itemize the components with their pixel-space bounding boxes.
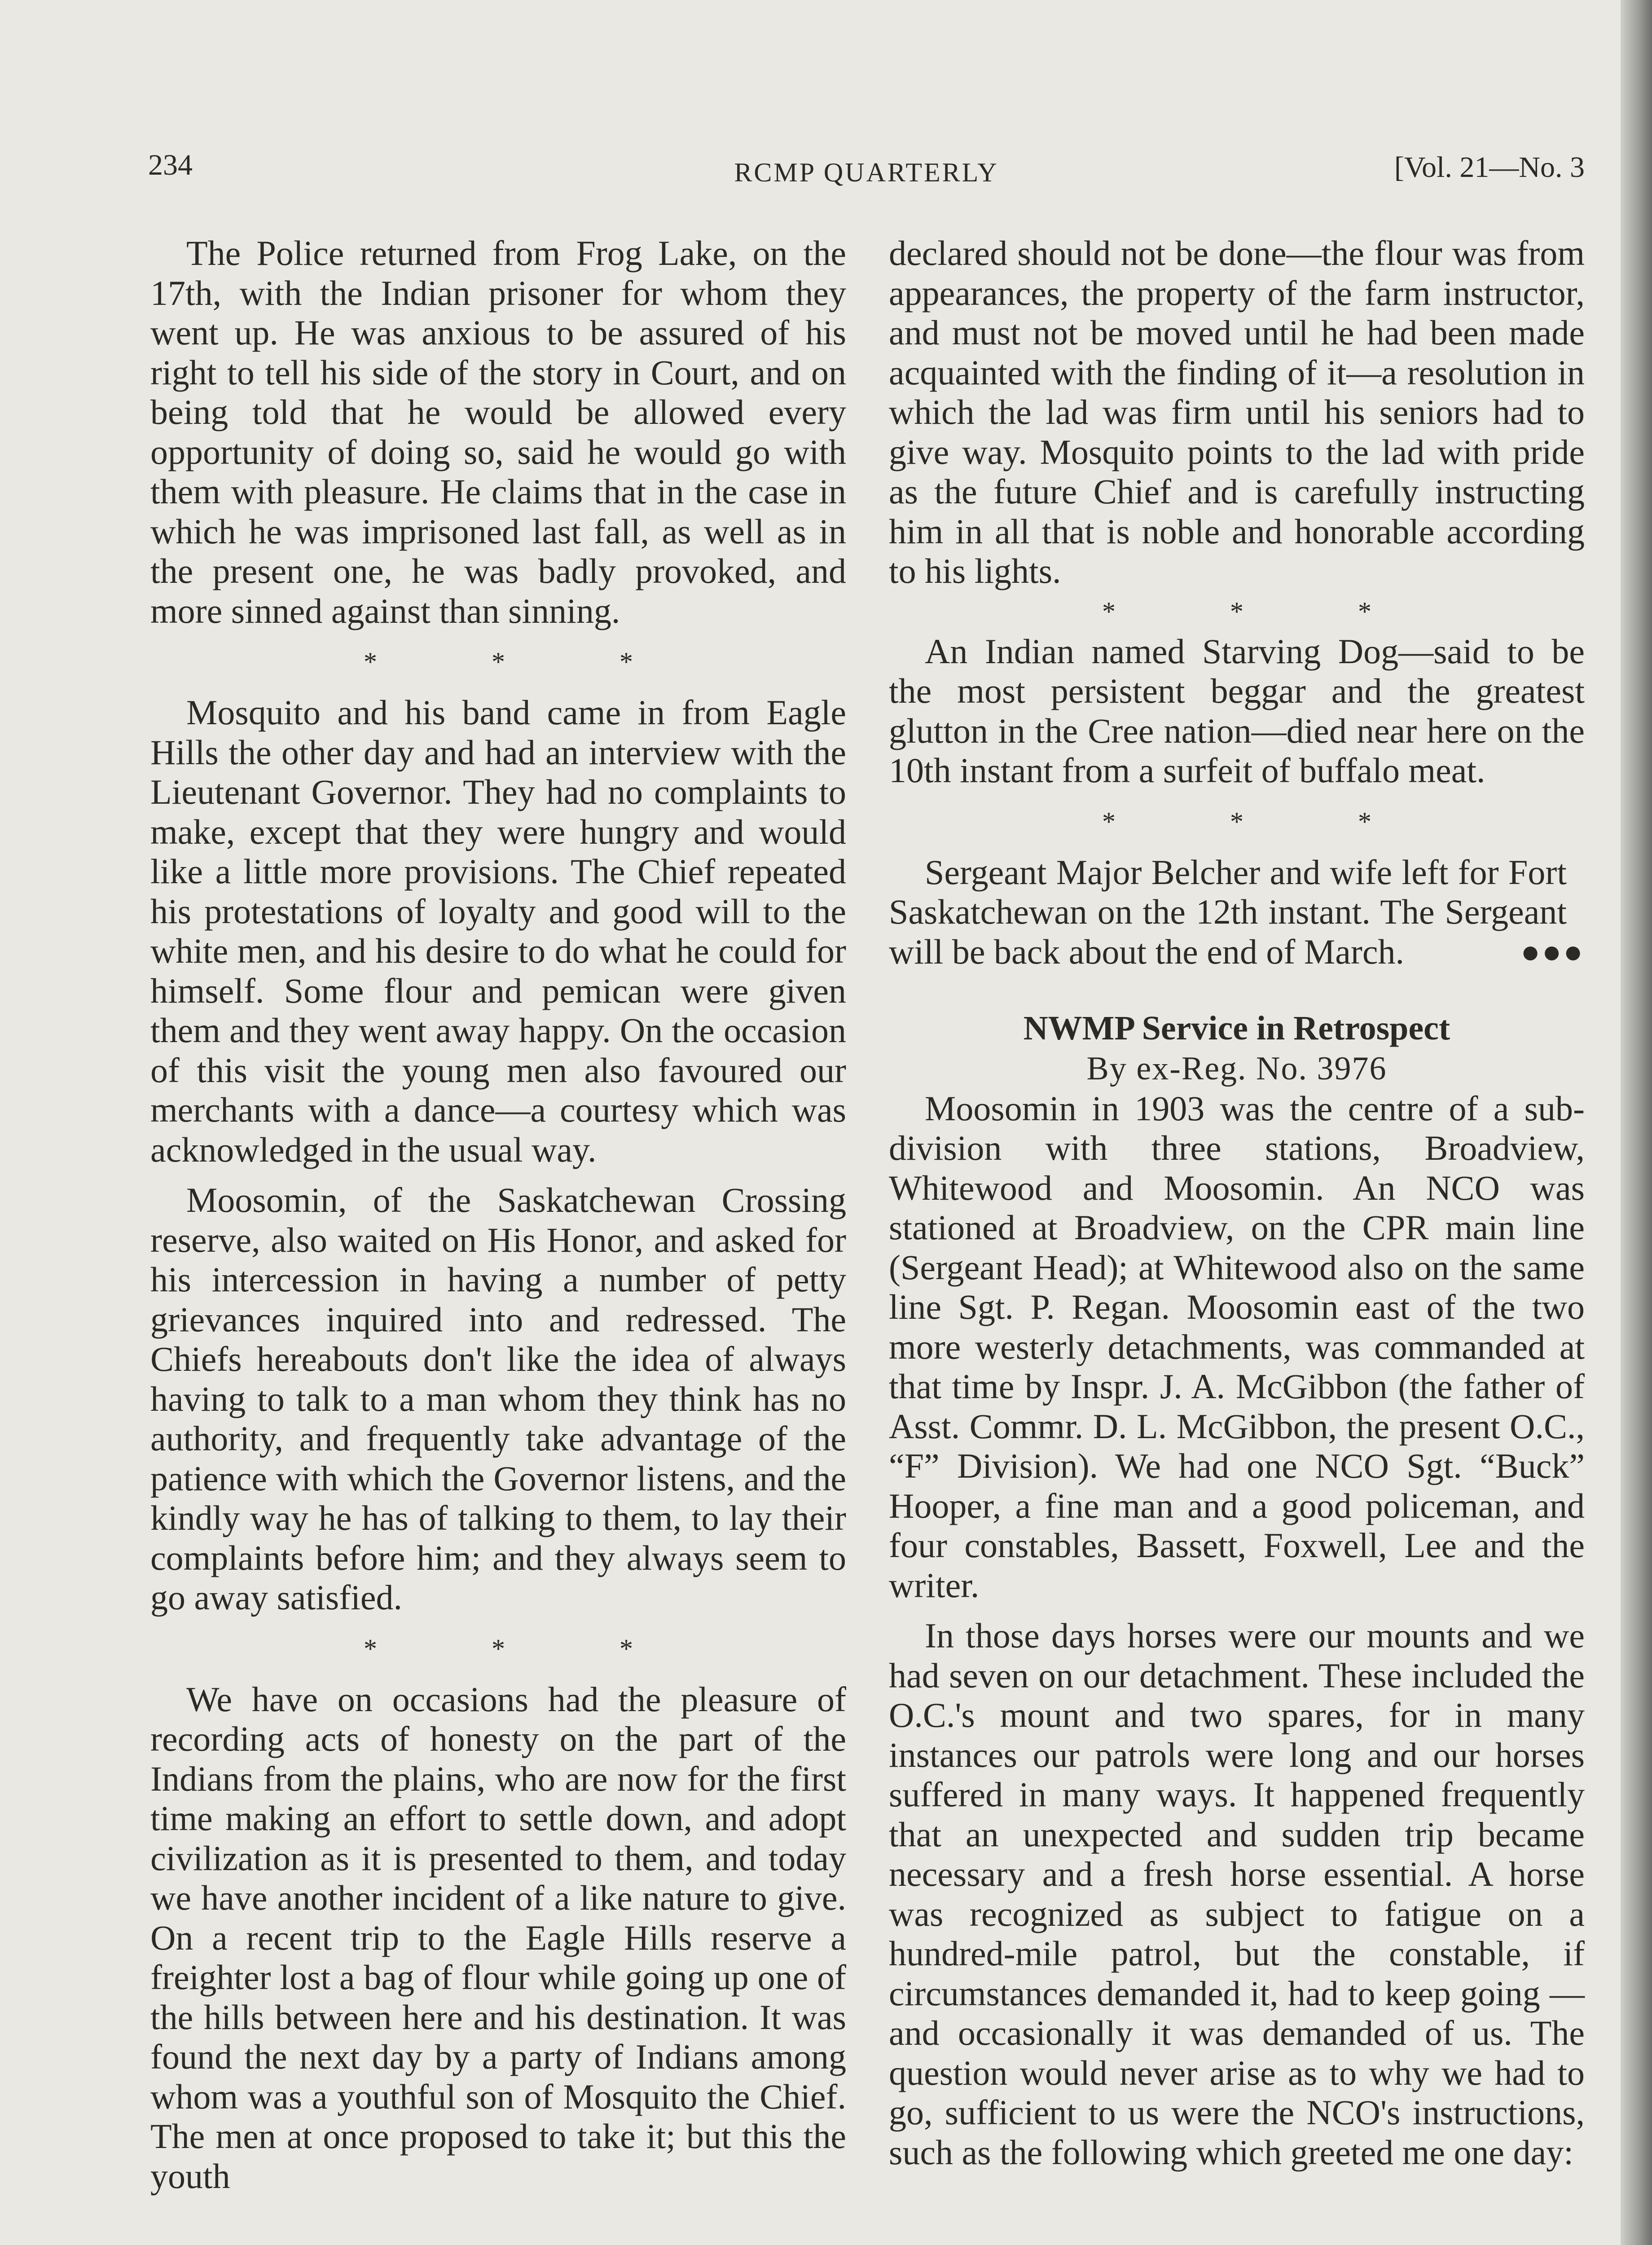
- belcher-block: [889, 853, 1585, 972]
- paragraph-mosquito-band: Mosquito and his band came in from Eagle Hills the other day and had an interview with the Lieutenant Governor. They had no complaints to make, except that they were hungry and would like a little more provisions. The Chief repeated his protestations of loyalty and good will to the white men, and his desire to do what he could for himself. Some flour and pemican were given them and they went away happy. On the occasion of this visit the young men also favoured our merchants with a dance—a courtesy which was acknowledged in the usual way.: [150, 693, 846, 1169]
- paragraph-frog-lake: The Police returned from Frog Lake, on the 17th, with the Indian prisoner for whom they went up. He was anxious to be assured of his right to tell his side of the story in Court, and on being told that he would be allowed every opportunity of doing so, said he would go with them with pleasure. He claims that in the case in which he was imprisoned last fall, as well as in the present one, he was badly provoked, and more sinned against than sinning.: [150, 233, 846, 630]
- page-number: 234: [148, 149, 193, 181]
- paragraph-starving-dog: An Indian named Starving Dog—said to be the most persistent beggar and the greatest glutton in the Cree nation—died near here on the 10th instant from a surfeit of buffalo meat.: [889, 631, 1585, 790]
- paragraph-belcher: Sergeant Major Belcher and wife left for Fort Saskatchewan on the 12th instant. The Sergeant will be back about the end of March.: [889, 852, 1567, 971]
- paragraph-moosomin-reserve: Moosomin, of the Saskatchewan Crossing reserve, also waited on His Honor, and asked for his intercession in having a number of petty grievances inquired into and redressed. The Chiefs hereabouts don't like the idea of always having to talk to a man whom they think has no authority, and frequently take advantage of the patience with which the Governor listens, and the kindly way he has of talking to them, to lay their complaints before him; and they always seem to go away satisfied.: [150, 1180, 846, 1617]
- right-column: [889, 233, 1585, 2172]
- paragraph-continuation: declared should not be done—the flour was from appearances, the property of the farm instructor, and must not be moved until he had been made acquainted with the finding of it—a resolution in which the lad was firm until his seniors had to give way. Mosquito points to the lad with pride as the future Chief and is carefully instructing him in all that is noble and honorable according to his lights.: [889, 233, 1585, 590]
- section-separator: * * *: [364, 647, 687, 677]
- left-column: [150, 233, 846, 2196]
- paragraph-moosomin-1903: Moosomin in 1903 was the centre of a sub-division with three stations, Broadview, Whitewood and Moosomin. An NCO was stationed at Broadview, on the CPR main line (Sergeant Head); at Whitewood also on the same line Sgt. P. Regan. Moosomin east of the two more westerly detachments, was commanded at that time by Inspr. J. A. McGibbon (the father of Asst. Commr. D. L. McGibbon, the present O.C., “F” Division). We had one NCO Sgt. “Buck” Hooper, a fine man and a good policeman, and four constables, Bassett, Foxwell, Lee and the writer.: [889, 1088, 1585, 1605]
- end-of-article-mark: ●●●: [1520, 934, 1585, 970]
- section-separator: * * *: [364, 1633, 687, 1664]
- page-edge-shadow: [1621, 0, 1652, 2245]
- section-separator: * * *: [1102, 806, 1425, 836]
- running-header: [148, 144, 1585, 198]
- article-title: NWMP Service in Retrospect: [1023, 1009, 1450, 1047]
- running-title: RCMP QUARTERLY: [734, 158, 999, 187]
- article-byline: By ex-Reg. No. 3976: [1086, 1050, 1387, 1087]
- paragraph-horses: In those days horses were our mounts and we had seven on our detachment. These included the O.C.'s mount and two spares, for in many instances our patrols were long and our horses suffered in many ways. It happened frequently that an unexpected and sudden trip became necessary and a fresh horse essential. A horse was recognized as subject to fatigue on a hundred-mile patrol, but the constable, if circumstances demanded it, had to keep going —and occasionally it was demanded of us. The question would never arise as to why we had to go, sufficient to us were the NCO's instructions, such as the following which greeted me one day:: [889, 1616, 1585, 2172]
- volume-label: [Vol. 21—No. 3: [1394, 151, 1585, 184]
- paragraph-honesty: We have on occasions had the pleasure of recording acts of honesty on the part of the Indians from the plains, who are now for the first time making an effort to settle down, and adopt civilization as it is presented to them, and today we have another incident of a like nature to give. On a recent trip to the Eagle Hills reserve a freighter lost a bag of flour while going up one of the hills between here and his destination. It was found the next day by a party of Indians among whom was a youthful son of Mosquito the Chief. The men at once proposed to take it; but this the youth: [150, 1679, 846, 2196]
- section-separator: * * *: [1102, 596, 1425, 626]
